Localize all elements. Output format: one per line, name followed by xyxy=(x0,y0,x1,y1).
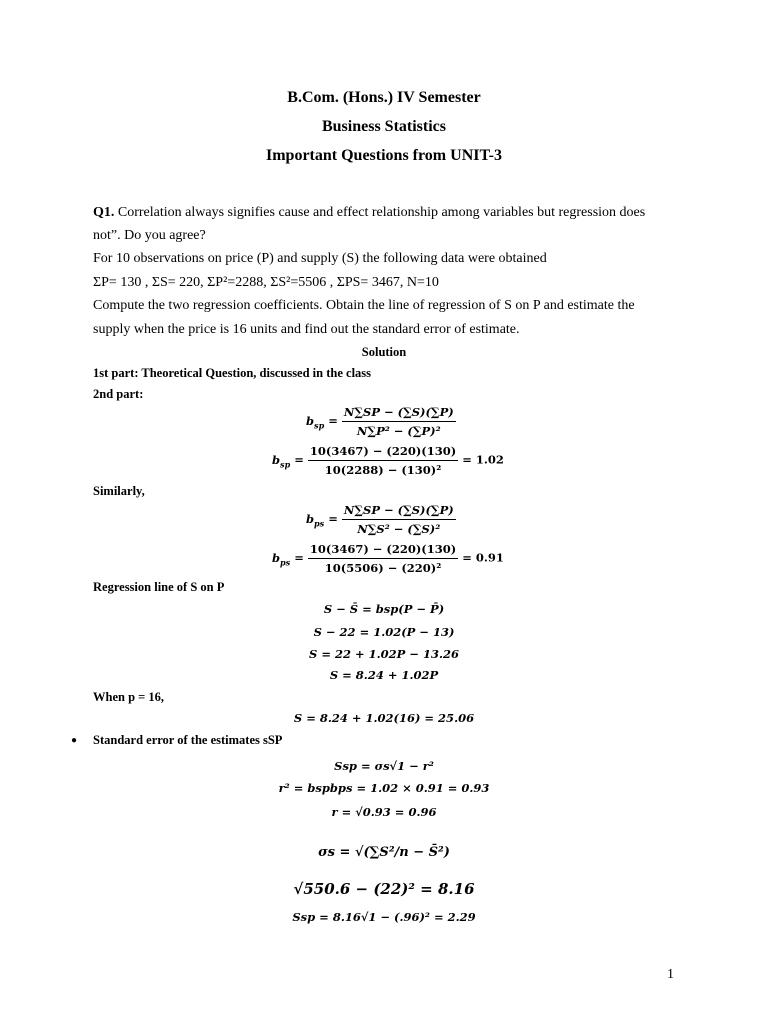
standard-error-heading: Standard error of the estimates sSP xyxy=(93,733,283,747)
question-label: Q1. xyxy=(93,205,115,220)
question-line-1 xyxy=(93,205,645,221)
bullet-icon: ● xyxy=(71,735,78,746)
regression-eq-3: S = 22 + 1.02P − 13.26 xyxy=(309,647,459,661)
part-1-label: 1st part: Theoretical Question, discussed in the class xyxy=(93,366,372,380)
se-eq-1: Ssp = σs√1 − r² xyxy=(334,759,434,773)
unit-title: Important Questions from UNIT-3 xyxy=(265,147,502,164)
se-eq-6: Ssp = 8.16√1 − (.96)² = 2.29 xyxy=(292,910,476,924)
subject-title: Business Statistics xyxy=(321,118,447,135)
question-line-4: ΣP= 130 , ΣS= 220, ΣP²=2288, ΣS²=5506 , ΣPS= 3467, N=10 xyxy=(93,275,439,290)
question-line-6: supply when the price is 16 units and find out the standard error of estimate. xyxy=(93,322,520,337)
regression-eq-4: S = 8.24 + 1.02P xyxy=(329,668,439,682)
bsp-calculation: $b_{sp}$ = $\frac{10(3467) - (220)(130)}{\text{10(2288) − (130)²}}$ = 1.02 xyxy=(272,444,504,477)
course-title: B.Com. (Hons.) IV Semester xyxy=(287,89,481,106)
se-eq-5: √550.6 − (22)² = 8.16 xyxy=(293,880,475,898)
part-2-label: 2nd part: xyxy=(93,387,144,401)
bps-formula: $b_{ps}$ = $\frac{N\sum SP - (\sum S)(\sum P)}{\text{N∑S² − (∑S)²}}$ xyxy=(306,503,454,536)
estimate-eq: S = 8.24 + 1.02(16) = 25.06 xyxy=(293,711,475,725)
bps-calculation: $b_{ps}$ = $\frac{10(3467) - (220)(130)}{\text{10(5506) − (220)²}}$ = 0.91 xyxy=(272,542,504,575)
regression-eq-2: S − 22 = 1.02(P − 13) xyxy=(313,625,455,639)
question-line-3: For 10 observations on price (P) and supply (S) the following data were obtained xyxy=(93,251,547,266)
when-p-label: When p = 16, xyxy=(93,690,165,704)
regression-heading: Regression line of S on P xyxy=(93,580,225,594)
regression-eq-1: S − S̄ = bsp(P − P̄) xyxy=(323,602,445,616)
similarly-label: Similarly, xyxy=(93,484,145,498)
question-line-2: not”. Do you agree? xyxy=(93,228,206,243)
se-eq-4: σs = √(∑S²/n − S̄²) xyxy=(318,845,450,860)
se-eq-2: r² = bspbps = 1.02 × 0.91 = 0.93 xyxy=(278,781,490,795)
se-eq-3: r = √0.93 = 0.96 xyxy=(331,805,437,819)
bsp-formula: $b_{sp}$ = $\frac{N\sum SP - (\sum S)(\sum P)}{\text{N∑P² − (∑P)²}}$ xyxy=(306,405,454,438)
page-number: 1 xyxy=(667,967,674,982)
question-text-1: Correlation always signifies cause and effect relationship among variables but regression does xyxy=(114,205,646,220)
solution-heading: Solution xyxy=(361,345,407,359)
question-line-5: Compute the two regression coefficients. Obtain the line of regression of S on P and estimate the xyxy=(93,298,635,313)
